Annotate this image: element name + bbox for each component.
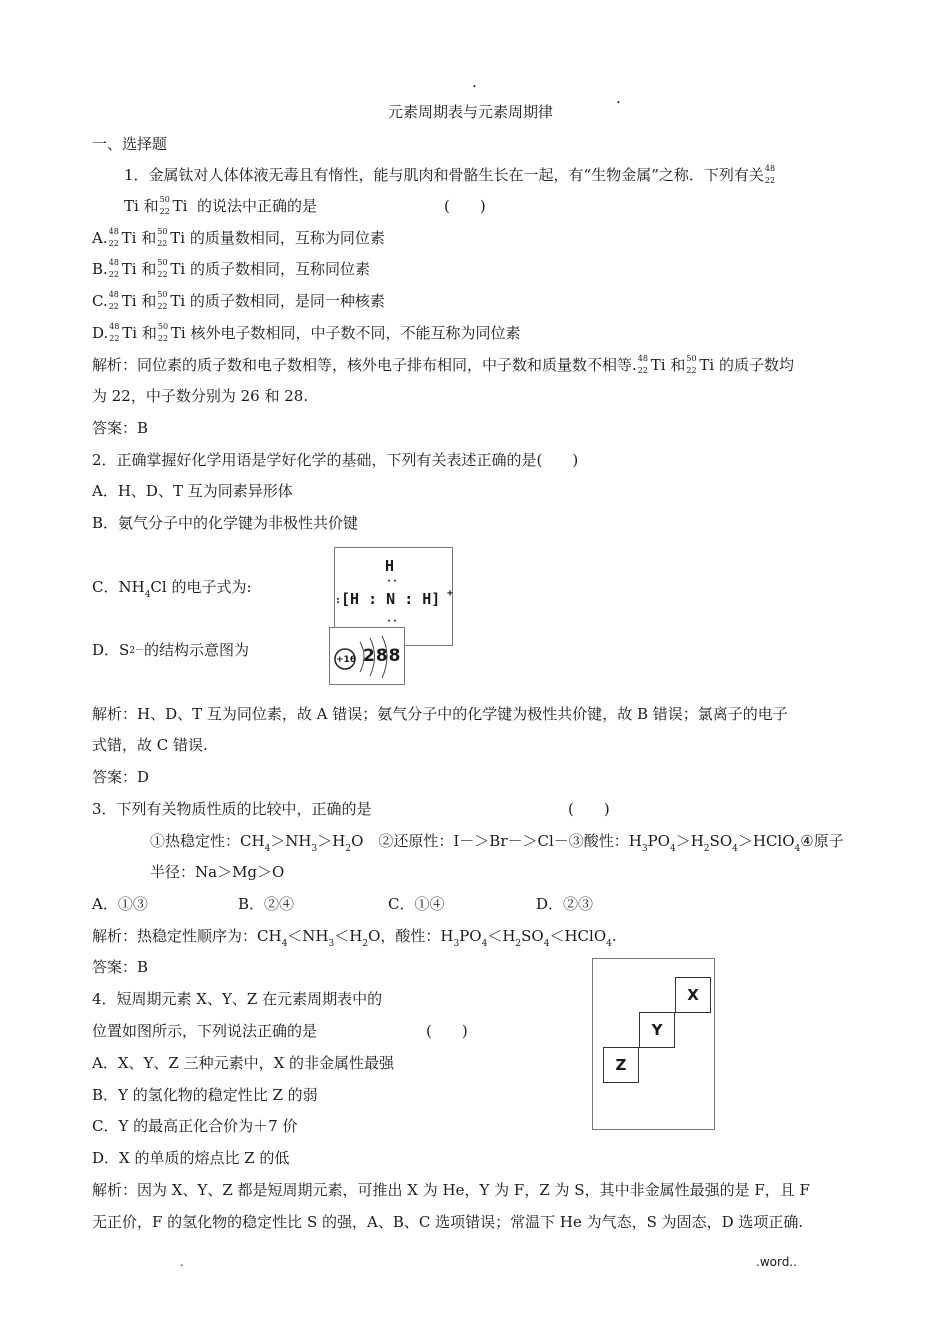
answer-paren: ( )	[426, 1022, 468, 1040]
q2-option-c: C．$NH_4Cl$ 的电子式为:	[92, 578, 252, 600]
q2-answer: 答案：D	[92, 768, 150, 786]
header-dot: .	[616, 89, 621, 107]
q4-stem: 4．短周期元素 X、Y、Z 在元素周期表中的	[92, 990, 383, 1008]
header-dot: .	[472, 73, 477, 91]
answer-paren: ( )	[444, 197, 486, 215]
element-cell-x: X	[675, 977, 711, 1013]
q1-option-a: A. 48 22 Ti 和 50 22 Ti 的质量数相同，互称为同位素	[92, 227, 385, 248]
periodic-position-figure	[592, 958, 715, 1130]
element-cell-y: Y	[639, 1012, 675, 1048]
page-title: 元素周期表与元素周期律	[388, 103, 554, 121]
q2-analysis-2: 式错，故 C 错误.	[92, 736, 208, 754]
q3-answer: 答案：B	[92, 958, 149, 976]
q2-option-b: B．氨气分子中的化学键为非极性共价键	[92, 514, 359, 532]
q3-items: ①热稳定性：$CH_4>NH_3>H_2O$ ②还原性：I－＞Br－＞Cl－③酸性：$H_3PO_4>H_2SO_4>HClO_4④$原子	[150, 832, 844, 854]
q4-option-c: C．Y 的最高正化合价为＋7 价	[92, 1117, 298, 1135]
q3-option-c: C．①④	[388, 895, 445, 913]
q1-stem: 1．金属钛对人体体液无毒且有惰性，能与肌肉和骨骼生长在一起，有“生物金属”之称．下列有关 48 22	[124, 165, 778, 185]
q2-stem: 2．正确掌握好化学用语是学好化学的基础，下列有关表述正确的是( )	[92, 451, 579, 469]
q1-analysis-2: 为 22，中子数分别为 26 和 28.	[92, 387, 309, 405]
q3-stem: 3．下列有关物质性质的比较中，正确的是	[92, 800, 372, 818]
electron-formula-figure: H ·· : [H : N : H] + ··	[334, 547, 453, 646]
q4-analysis-2: 无正价，F 的氢化物的稳定性比 S 的强，A、B、C 选项错误；常温下 He 为气态，S 为固态，D 选项正确.	[92, 1213, 804, 1231]
q1-answer: 答案：B	[92, 419, 149, 437]
q1-option-d: D. 48 22 Ti 和 50 22 Ti 核外电子数相同，中子数不同，不能互称为同位素	[92, 322, 521, 343]
q4-option-d: D．X 的单质的熔点比 Z 的低	[92, 1149, 290, 1167]
q1-stem-2: Ti 和 50 22 Ti 的说法中正确的是	[124, 195, 317, 216]
section-heading: 一、选择题	[92, 135, 168, 153]
q3-items-2: 半径：Na＞Mg＞O	[150, 863, 285, 881]
footer-left: .	[180, 1255, 184, 1269]
q4-stem-2: 位置如图所示，下列说法正确的是	[92, 1022, 318, 1040]
q3-option-a: A．①③	[92, 895, 148, 913]
q3-option-d: D．②③	[536, 895, 594, 913]
q1-option-b: B. 48 22 Ti 和 50 22 Ti 的质子数相同，互称同位素	[92, 258, 371, 279]
q2-option-d: D．S2－的结构示意图为	[92, 641, 250, 659]
answer-paren: ( )	[568, 800, 610, 818]
q1-option-c: C. 48 22 Ti 和 50 22 Ti 的质子数相同，是同一种核素	[92, 290, 385, 311]
q2-analysis: 解析：H、D、T 互为同位素，故 A 错误；氨气分子中的化学键为极性共价键，故 B 错误；氯离子的电子	[92, 705, 788, 723]
atom-structure-figure: +16 288	[329, 627, 405, 685]
footer-right: .word..	[756, 1255, 797, 1269]
q2-option-a: A．H、D、T 互为同素异形体	[92, 482, 293, 500]
isotope-label: 48 22	[764, 164, 776, 185]
q3-analysis: 解析：热稳定性顺序为：$CH_4<NH_3<H_2O$，酸性：$H_3PO_4<H_2SO_4<HClO_4$.	[92, 927, 617, 949]
q3-option-b: B．②④	[238, 895, 295, 913]
q4-analysis: 解析：因为 X、Y、Z 都是短周期元素，可推出 X 为 He，Y 为 F，Z 为 S，其中非金属性最强的是 F，且 F	[92, 1181, 810, 1199]
q1-analysis: 解析：同位素的质子数和电子数相等，核外电子排布相同，中子数和质量数不相等. 48 22 Ti 和 50 22 Ti 的质子数均	[92, 354, 794, 375]
q4-option-b: B．Y 的氢化物的稳定性比 Z 的弱	[92, 1086, 318, 1104]
element-cell-z: Z	[603, 1047, 639, 1083]
q4-option-a: A．X、Y、Z 三种元素中，X 的非金属性最强	[92, 1054, 395, 1072]
